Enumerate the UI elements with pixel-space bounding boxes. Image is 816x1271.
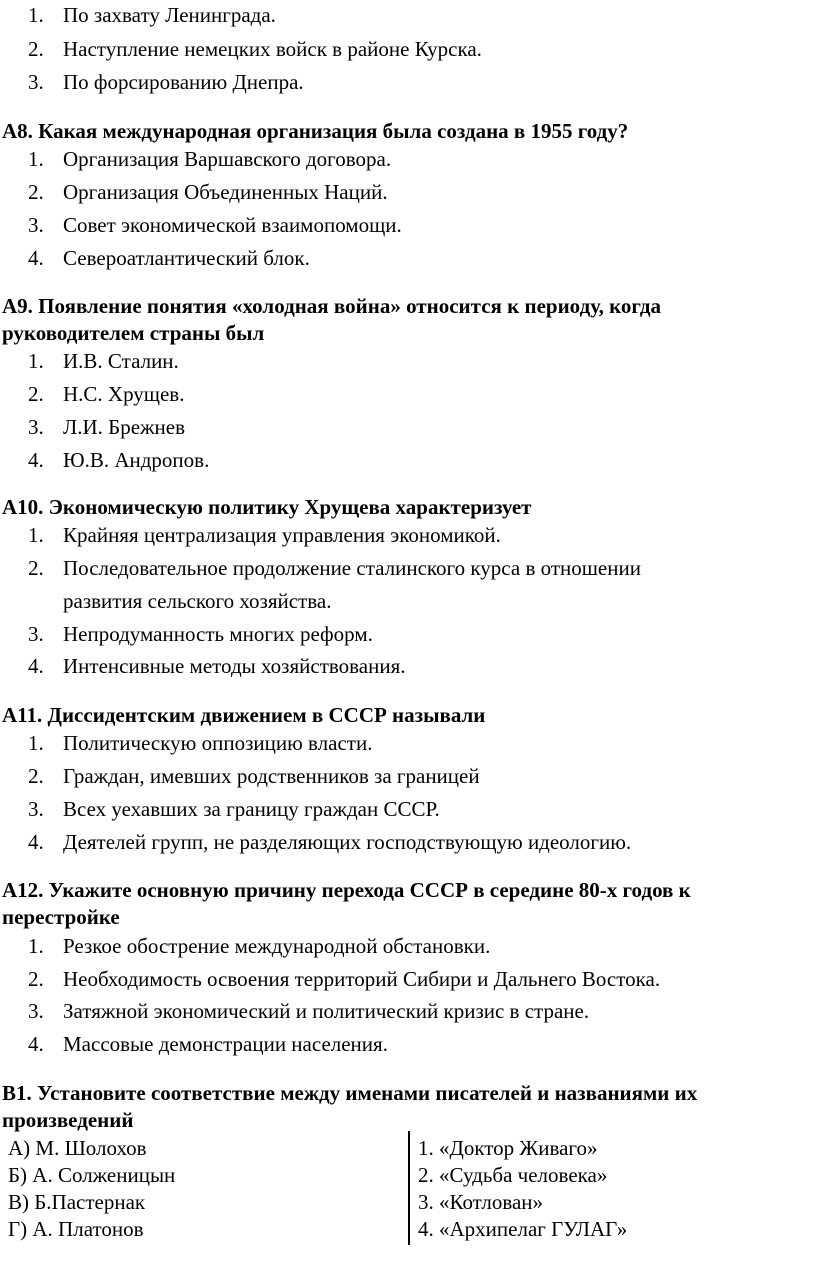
b1-work-1: 1. «Доктор Живаго»	[418, 1136, 598, 1160]
option-text: Н.С. Хрущев.	[63, 382, 185, 406]
a10-question: А10. Экономическую политику Хрущева характеризует	[2, 495, 532, 519]
option-text: Совет экономической взаимопомощи.	[63, 213, 402, 237]
b1-work-2: 2. «Судьба человека»	[418, 1163, 608, 1187]
option-text: Североатлантический блок.	[63, 246, 310, 270]
option-text: Граждан, имевших родственников за границей	[63, 764, 480, 788]
b1-author-v: В) Б.Пастернак	[8, 1190, 146, 1214]
option-number: 3.	[28, 415, 44, 439]
option-number: 2.	[28, 967, 44, 991]
option-number: 4.	[28, 830, 44, 854]
option-number: 3.	[28, 70, 44, 94]
option-text: По форсированию Днепра.	[63, 70, 304, 94]
option-text: Непродуманность многих реформ.	[63, 622, 373, 646]
a10-option-2-continuation: развития сельского хозяйства.	[63, 589, 332, 613]
option-text: Резкое обострение международной обстановки.	[63, 934, 491, 958]
option-number: 3.	[28, 213, 44, 237]
option-number: 1.	[28, 3, 44, 27]
option-number: 3.	[28, 797, 44, 821]
option-number: 2.	[28, 556, 44, 580]
option-number: 4.	[28, 1032, 44, 1056]
b1-author-g: Г) А. Платонов	[8, 1217, 144, 1241]
option-number: 2.	[28, 764, 44, 788]
option-number: 4.	[28, 654, 44, 678]
b1-question-line2: произведений	[2, 1108, 134, 1132]
option-text: Организация Объединенных Наций.	[63, 180, 388, 204]
b1-work-4: 4. «Архипелаг ГУЛАГ»	[418, 1217, 628, 1241]
option-text: И.В. Сталин.	[63, 349, 179, 373]
option-number: 2.	[28, 180, 44, 204]
a9-question-line1: А9. Появление понятия «холодная война» относится к периоду, когда	[2, 294, 662, 318]
option-number: 1.	[28, 731, 44, 755]
a9-question-line2: руководителем страны был	[2, 321, 265, 345]
option-text: Ю.В. Андропов.	[63, 448, 210, 472]
option-text: Интенсивные методы хозяйствования.	[63, 654, 406, 678]
option-text: Необходимость освоения территорий Сибири и Дальнего Востока.	[63, 967, 661, 991]
option-number: 3.	[28, 999, 44, 1023]
option-number: 1.	[28, 147, 44, 171]
option-text: Крайняя централизация управления экономикой.	[63, 523, 501, 547]
option-number: 1.	[28, 523, 44, 547]
a11-question: А11. Диссидентским движением в СССР называли	[2, 703, 486, 727]
option-text: Деятелей групп, не разделяющих господствующую идеологию.	[63, 830, 632, 854]
match-divider	[408, 1131, 410, 1245]
b1-question-line1: В1. Установите соответствие между именами писателей и названиями их	[2, 1081, 698, 1105]
option-number: 2.	[28, 382, 44, 406]
b1-author-b: Б) А. Солженицын	[8, 1163, 176, 1187]
b1-author-a: А) М. Шолохов	[8, 1136, 147, 1160]
option-text: Последовательное продолжение сталинского курса в отношении	[63, 556, 641, 580]
option-number: 1.	[28, 349, 44, 373]
option-text: Затяжной экономический и политический кризис в стране.	[63, 999, 590, 1023]
option-text: Всех уехавших за границу граждан СССР.	[63, 797, 440, 821]
option-number: 1.	[28, 934, 44, 958]
option-number: 4.	[28, 246, 44, 270]
a8-question: А8. Какая международная организация была создана в 1955 году?	[2, 119, 629, 143]
option-number: 4.	[28, 448, 44, 472]
option-text: Организация Варшавского договора.	[63, 147, 392, 171]
a12-question-line2: перестройке	[2, 905, 120, 929]
option-number: 2.	[28, 37, 44, 61]
option-number: 3.	[28, 622, 44, 646]
option-text: По захвату Ленинграда.	[63, 3, 276, 27]
b1-work-3: 3. «Котлован»	[418, 1190, 544, 1214]
a12-question-line1: А12. Укажите основную причину перехода СССР в середине 80-х годов к	[2, 878, 691, 902]
option-text: Массовые демонстрации населения.	[63, 1032, 388, 1056]
option-text: Политическую оппозицию власти.	[63, 731, 373, 755]
option-text: Л.И. Брежнев	[63, 415, 186, 439]
option-text: Наступление немецких войск в районе Курска.	[63, 37, 482, 61]
